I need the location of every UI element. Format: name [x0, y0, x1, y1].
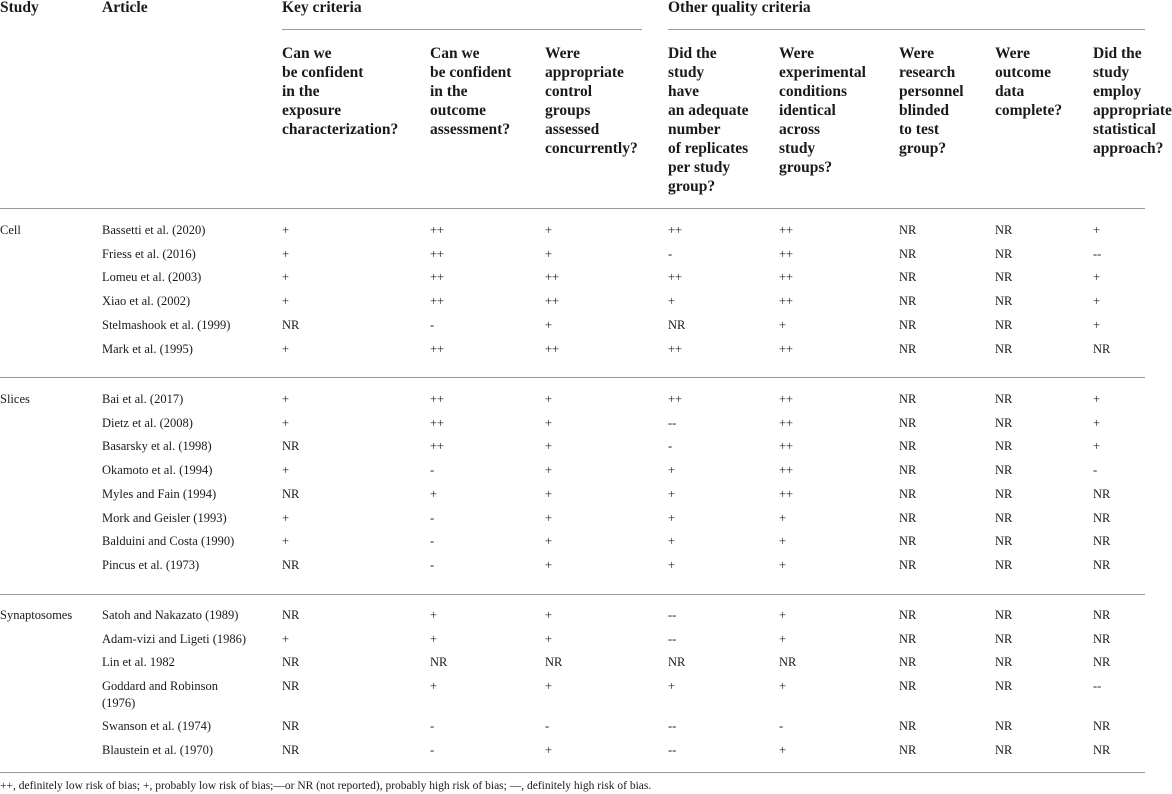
rating-cell: +	[779, 534, 787, 549]
rating-cell: NR	[899, 557, 917, 572]
rating-cell: NR	[899, 270, 917, 285]
rating-cell: +	[1093, 294, 1101, 309]
article-citation: Stelmashook et al. (1999)	[102, 317, 231, 332]
rating-cell: NR	[899, 718, 917, 733]
rating-cell: NR	[995, 486, 1013, 501]
rating-cell: NR	[899, 246, 917, 261]
rating-cell: NR	[995, 463, 1013, 478]
article-citation: Pincus et al. (1973)	[102, 557, 200, 572]
rating-cell: ++	[430, 392, 445, 406]
rating-cell: -	[779, 718, 784, 733]
rating-cell: NR	[430, 655, 448, 670]
article-citation: Balduini and Costa (1990)	[102, 534, 235, 549]
rating-cell: ++	[430, 223, 445, 237]
rating-cell: NR	[779, 655, 797, 670]
rating-cell: -	[430, 742, 435, 757]
rating-cell: +	[545, 439, 553, 454]
article-citation: Mork and Geisler (1993)	[102, 510, 227, 525]
rating-cell: NR	[899, 679, 917, 694]
article-citation: Goddard and Robinson (1976)	[102, 679, 218, 711]
rating-cell: NR	[899, 415, 917, 430]
rating-cell: NR	[282, 317, 300, 332]
rating-cell: NR	[899, 392, 917, 406]
rating-cell: +	[668, 486, 676, 501]
rating-cell: +	[545, 742, 553, 757]
rating-cell: ++	[779, 341, 794, 356]
question-personnel-blinded: Were research personnel blinded to test group?	[899, 45, 964, 157]
article-citation: Blaustein et al. (1970)	[102, 742, 214, 757]
rating-cell: NR	[995, 534, 1013, 549]
rating-cell: NR	[995, 246, 1013, 261]
rating-cell: -	[668, 439, 673, 454]
rating-cell: +	[282, 223, 290, 237]
rating-cell: ++	[430, 415, 445, 430]
rating-cell: NR	[668, 655, 686, 670]
group-separator-rule	[0, 594, 1145, 595]
rating-cell: ++	[430, 439, 445, 454]
rating-cell: +	[668, 679, 676, 694]
rating-cell: NR	[899, 608, 917, 622]
rating-cell: +	[1093, 392, 1101, 406]
article-citation: Swanson et al. (1974)	[102, 718, 212, 733]
rating-cell: +	[1093, 439, 1101, 454]
study-group-label: Cell	[0, 223, 21, 237]
question-statistical-approach: Did the study employ appropriate statistical approach?	[1093, 45, 1172, 157]
article-citation: Okamoto et al. (1994)	[102, 463, 213, 478]
rating-cell: ++	[779, 486, 794, 501]
rating-cell: NR	[1093, 486, 1111, 501]
rating-cell: NR	[995, 317, 1013, 332]
rating-cell: NR	[995, 631, 1013, 646]
rating-cell: +	[430, 608, 438, 622]
rating-cell: ++	[779, 439, 794, 454]
key-criteria-underline	[282, 29, 642, 30]
rating-cell: NR	[899, 223, 917, 237]
rating-cell: NR	[899, 486, 917, 501]
rating-cell: NR	[899, 534, 917, 549]
rating-cell: NR	[995, 294, 1013, 309]
rating-cell: +	[668, 463, 676, 478]
rating-cell: NR	[899, 439, 917, 454]
question-control-groups: Were appropriate control groups assessed concurrently?	[545, 45, 638, 157]
rating-cell: ++	[779, 246, 794, 261]
rating-cell: -	[430, 557, 435, 572]
article-citation: Friess et al. (2016)	[102, 246, 196, 261]
rating-cell: NR	[995, 415, 1013, 430]
study-group-label: Slices	[0, 392, 30, 406]
key-criteria-header: Key criteria	[282, 0, 362, 16]
question-adequate-replicates: Did the study have an adequate number of replicates per study group?	[668, 45, 749, 195]
question-outcome-assessment: Can we be confident in the outcome assessment?	[430, 45, 512, 138]
article-citation: Basarsky et al. (1998)	[102, 439, 212, 454]
rating-cell: ++	[430, 270, 445, 285]
rating-cell: -	[668, 246, 673, 261]
rating-cell: NR	[899, 341, 917, 356]
rating-cell: +	[430, 486, 438, 501]
rating-cell: +	[779, 557, 787, 572]
rating-cell: +	[545, 415, 553, 430]
rating-cell: NR	[995, 439, 1013, 454]
rating-cell: ++	[545, 294, 560, 309]
table-footnote: ++, definitely low risk of bias; +, probably low risk of bias;—or NR (not reported), probably high risk of bias; —, definitely high risk of bias.	[0, 780, 652, 792]
rating-cell: +	[779, 317, 787, 332]
article-citation: Bai et al. (2017)	[102, 392, 184, 406]
article-citation: Adam-vizi and Ligeti (1986)	[102, 631, 247, 646]
study-column-header: Study	[0, 0, 39, 16]
rating-cell: NR	[899, 742, 917, 757]
article-citation: Dietz et al. (2008)	[102, 415, 193, 430]
rating-cell: -	[430, 510, 435, 525]
rating-cell: ++	[668, 223, 683, 237]
question-exposure-characterization: Can we be confident in the exposure characterization?	[282, 45, 399, 138]
rating-cell: +	[282, 270, 290, 285]
rating-cell: -	[430, 534, 435, 549]
rating-cell: ++	[668, 341, 683, 356]
rating-cell: +	[668, 534, 676, 549]
rating-cell: -	[545, 718, 550, 733]
rating-cell: NR	[899, 655, 917, 670]
rating-cell: +	[545, 679, 553, 694]
rating-cell: -	[430, 317, 435, 332]
rating-cell: ++	[779, 415, 794, 430]
rating-cell: ++	[545, 270, 560, 285]
rating-cell: +	[430, 679, 438, 694]
rating-cell: NR	[899, 294, 917, 309]
rating-cell: NR	[1093, 608, 1111, 622]
article-column-header: Article	[102, 0, 148, 16]
rating-cell: NR	[899, 463, 917, 478]
rating-cell: --	[1093, 679, 1102, 694]
rating-cell: ++	[779, 294, 794, 309]
article-citation: Satoh and Nakazato (1989)	[102, 608, 239, 622]
rating-cell: +	[668, 557, 676, 572]
group-separator-rule	[0, 377, 1145, 378]
rating-cell: +	[545, 246, 553, 261]
rating-cell: --	[668, 718, 677, 733]
article-citation: Xiao et al. (2002)	[102, 294, 191, 309]
rating-cell: NR	[995, 742, 1013, 757]
article-citation: Lomeu et al. (2003)	[102, 270, 202, 285]
rating-cell: +	[282, 341, 290, 356]
rating-cell: +	[779, 742, 787, 757]
rating-cell: ++	[430, 341, 445, 356]
rating-cell: NR	[995, 718, 1013, 733]
article-citation: Lin et al. 1982	[102, 655, 175, 670]
rating-cell: NR	[282, 557, 300, 572]
rating-cell: NR	[282, 679, 300, 694]
rating-cell: --	[668, 742, 677, 757]
article-citation: Myles and Fain (1994)	[102, 486, 217, 501]
rating-cell: +	[282, 534, 290, 549]
rating-cell: +	[282, 463, 290, 478]
rating-cell: +	[779, 679, 787, 694]
rating-cell: NR	[282, 608, 300, 622]
rating-cell: NR	[282, 655, 300, 670]
other-quality-criteria-header: Other quality criteria	[668, 0, 811, 16]
rating-cell: NR	[995, 557, 1013, 572]
rating-cell: +	[668, 510, 676, 525]
rating-cell: NR	[668, 317, 686, 332]
question-identical-conditions: Were experimental conditions identical across study groups?	[779, 45, 866, 176]
rating-cell: +	[282, 415, 290, 430]
rating-cell: +	[1093, 317, 1101, 332]
rating-cell: +	[545, 631, 553, 646]
rating-cell: --	[1093, 246, 1102, 261]
rating-cell: --	[668, 415, 677, 430]
rating-cell: -	[430, 718, 435, 733]
rating-cell: +	[282, 294, 290, 309]
rating-cell: +	[1093, 223, 1101, 237]
study-group-label: Synaptosomes	[0, 608, 73, 622]
rating-cell: NR	[995, 608, 1013, 622]
rating-cell: +	[545, 223, 553, 237]
rating-cell: +	[779, 631, 787, 646]
rating-cell: +	[545, 392, 553, 406]
rating-cell: NR	[545, 655, 563, 670]
rating-cell: +	[545, 534, 553, 549]
rating-cell: NR	[995, 270, 1013, 285]
rating-cell: -	[430, 463, 435, 478]
rating-cell: +	[282, 510, 290, 525]
rating-cell: ++	[545, 341, 560, 356]
rating-cell: ++	[430, 294, 445, 309]
rating-cell: --	[668, 608, 677, 622]
rating-cell: NR	[899, 631, 917, 646]
rating-cell: +	[545, 486, 553, 501]
rating-cell: ++	[779, 270, 794, 285]
rating-cell: NR	[995, 679, 1013, 694]
rating-cell: NR	[1093, 341, 1111, 356]
rating-cell: ++	[779, 463, 794, 478]
rating-cell: NR	[282, 486, 300, 501]
rating-cell: +	[282, 631, 290, 646]
rating-cell: NR	[899, 510, 917, 525]
rating-cell: NR	[995, 392, 1013, 406]
rating-cell: NR	[282, 718, 300, 733]
rating-cell: NR	[1093, 718, 1111, 733]
rating-cell: ++	[668, 392, 683, 406]
rating-cell: NR	[995, 510, 1013, 525]
rating-cell: +	[282, 392, 290, 406]
rating-cell: NR	[1093, 655, 1111, 670]
rating-cell: +	[1093, 270, 1101, 285]
header-bottom-rule	[0, 208, 1145, 209]
rating-cell: +	[545, 317, 553, 332]
rating-cell: NR	[995, 341, 1013, 356]
rating-cell: -	[1093, 463, 1098, 478]
rating-cell: NR	[995, 655, 1013, 670]
rating-cell: +	[668, 294, 676, 309]
rating-cell: NR	[1093, 631, 1111, 646]
rating-cell: NR	[1093, 510, 1111, 525]
rating-cell: +	[1093, 415, 1101, 430]
rating-cell: NR	[995, 223, 1013, 237]
rating-cell: +	[282, 246, 290, 261]
other-criteria-underline	[668, 29, 1145, 30]
rating-cell: NR	[282, 439, 300, 454]
rating-cell: +	[545, 608, 553, 622]
rating-cell: +	[430, 631, 438, 646]
rating-cell: NR	[282, 742, 300, 757]
rating-cell: NR	[1093, 534, 1111, 549]
question-outcome-data-complete: Were outcome data complete?	[995, 45, 1063, 119]
rating-cell: ++	[430, 246, 445, 261]
rating-cell: NR	[899, 317, 917, 332]
rating-cell: +	[779, 510, 787, 525]
rating-cell: +	[545, 510, 553, 525]
table-bottom-rule	[0, 772, 1145, 773]
article-citation: Mark et al. (1995)	[102, 341, 193, 356]
article-citation: Bassetti et al. (2020)	[102, 223, 206, 237]
rating-cell: --	[668, 631, 677, 646]
rating-cell: NR	[1093, 557, 1111, 572]
rating-cell: ++	[779, 392, 794, 406]
rating-cell: ++	[779, 223, 794, 237]
rating-cell: +	[545, 463, 553, 478]
rating-cell: NR	[1093, 742, 1111, 757]
rating-cell: ++	[668, 270, 683, 285]
rating-cell: +	[779, 608, 787, 622]
rating-cell: +	[545, 557, 553, 572]
